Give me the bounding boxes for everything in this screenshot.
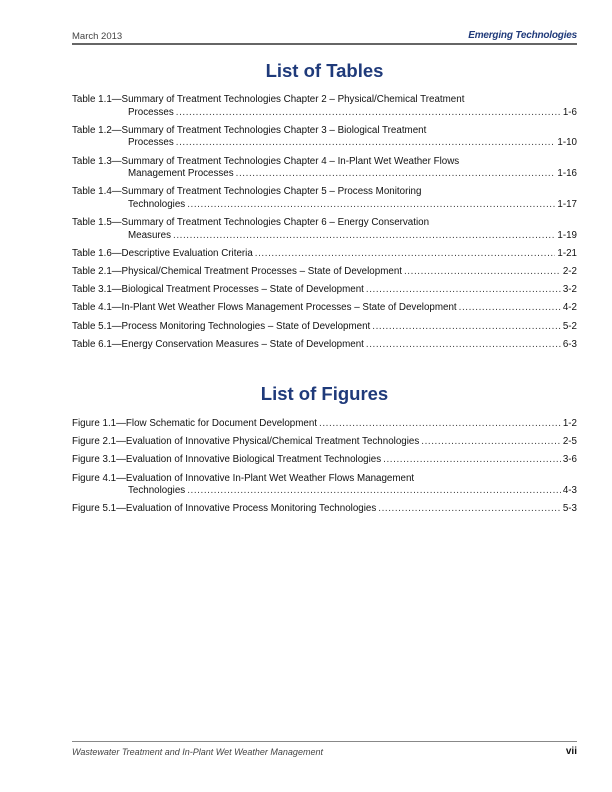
dot-leader [236,168,556,181]
dot-leader [404,266,561,279]
table-entry-title-continued: Processes [128,137,174,149]
figure-entry-page: 5-3 [562,503,577,515]
figure-entry-title: Figure 5.1—Evaluation of Innovative Process Monitoring Technologies [72,503,377,515]
table-entry-line [72,230,577,243]
footer-page-number: vii [565,746,577,757]
table-entry[interactable] [72,248,577,261]
table-entry[interactable] [72,302,577,315]
figure-entry-page: 2-5 [562,436,577,448]
dot-leader [176,107,561,120]
table-entry-title: Table 4.1—In-Plant Wet Weather Flows Management Processes – State of Development [72,302,457,314]
table-entry-page: 1-16 [557,168,577,180]
table-entry-title: Table 1.5—Summary of Treatment Technologies Chapter 6 – Energy Conservation [72,217,430,229]
table-entry-line [72,266,577,279]
table-entry-title: Table 3.1—Biological Treatment Processes – State of Development [72,284,364,296]
table-entry-page: 1-17 [557,198,577,210]
figure-entry-title-continued: Technologies [128,485,186,497]
figure-entry-line [72,436,577,449]
dot-leader [187,485,561,498]
figure-entry-line [72,454,577,467]
dot-leader [383,454,561,467]
page-footer [72,747,577,761]
table-entry-title: Table 1.2—Summary of Treatment Technologies Chapter 3 – Biological Treatment [72,124,427,136]
table-entry-page: 1-19 [557,229,577,241]
header-section-title: Emerging Technologies [468,30,577,41]
figure-entry-line [72,485,577,498]
dot-leader [459,302,561,315]
dot-leader [366,284,561,297]
table-entry-page: 1-6 [562,106,577,118]
table-entry-title-continued: Technologies [128,198,186,210]
table-entry[interactable] [72,156,577,181]
table-entry-line [72,321,577,334]
dot-leader [372,321,561,334]
dot-leader [255,248,556,261]
table-entry-page: 6-3 [562,338,577,350]
header-date: March 2013 [72,31,123,42]
dot-leader [173,230,555,243]
table-entry-title-continued: Management Processes [128,168,234,180]
dot-leader [187,199,555,212]
table-entry-line [72,168,577,181]
table-entry-page: 1-21 [557,247,577,259]
footer-document-title: Wastewater Treatment and In-Plant Wet Weather Management [72,747,323,757]
figure-entry[interactable] [72,503,577,516]
table-entry-line [72,339,577,352]
table-entry[interactable] [72,217,577,242]
table-entry-line [72,137,577,150]
figure-entry-page: 4-3 [562,485,577,497]
table-entry-title-continued: Processes [128,106,174,118]
figure-entry[interactable] [72,454,577,467]
figure-entry-page: 1-2 [562,418,577,429]
table-entry-title: Table 6.1—Energy Conservation Measures – State of Development [72,338,364,350]
table-entry[interactable] [72,266,577,279]
figure-entry-title: Figure 4.1—Evaluation of Innovative In-Plant Wet Weather Flows Management [72,472,415,484]
figure-entry-page: 3-6 [562,454,577,466]
table-entry-line [72,248,577,261]
table-entry-title: Table 1.6—Descriptive Evaluation Criteria [72,247,253,259]
table-entry-title: Table 2.1—Physical/Chemical Treatment Processes – State of Development [72,266,402,278]
table-entry-page: 3-2 [562,284,577,296]
table-entry-line [72,107,577,120]
table-entry-title: Table 1.4—Summary of Treatment Technologies Chapter 5 – Process Monitoring [72,186,422,198]
table-entry-line [72,199,577,212]
table-entry-title: Table 5.1—Process Monitoring Technologies – State of Development [72,320,371,332]
table-entry[interactable] [72,321,577,334]
table-entry-title: Table 1.1—Summary of Treatment Technologies Chapter 2 – Physical/Chemical Treatment [72,94,465,105]
figure-entry[interactable] [72,418,577,431]
figure-entry-title: Figure 2.1—Evaluation of Innovative Physical/Chemical Treatment Technologies [72,436,420,448]
dot-leader [176,137,556,150]
list-of-figures-heading: List of Figures [260,383,389,404]
figure-entry-title: Figure 3.1—Evaluation of Innovative Biological Treatment Technologies [72,454,382,466]
figure-entry-title: Figure 1.1—Flow Schematic for Document Development [72,418,318,429]
figure-entry[interactable] [72,436,577,449]
table-entry[interactable] [72,94,577,119]
header-divider [72,43,577,45]
figure-entry[interactable] [72,473,577,498]
table-entry-page: 1-10 [557,137,577,149]
table-entry-page: 4-2 [562,302,577,314]
dot-leader [378,503,561,516]
table-entry[interactable] [72,284,577,297]
list-of-tables [72,94,577,357]
table-entry-page: 5-2 [562,320,577,332]
dot-leader [319,418,561,431]
footer-divider [72,741,577,742]
figure-entry-line [72,418,577,431]
dot-leader [366,339,561,352]
list-of-tables-heading: List of Tables [265,60,384,81]
table-entry-line [72,284,577,297]
list-of-figures [72,418,577,522]
figure-entry-line [72,503,577,516]
table-entry-title-continued: Measures [128,229,172,241]
table-entry[interactable] [72,339,577,352]
table-entry-line [72,302,577,315]
table-entry[interactable] [72,125,577,150]
table-entry[interactable] [72,186,577,211]
table-entry-page: 2-2 [562,266,577,278]
dot-leader [421,436,561,449]
table-entry-title: Table 1.3—Summary of Treatment Technologies Chapter 4 – In-Plant Wet Weather Flows [72,155,460,167]
